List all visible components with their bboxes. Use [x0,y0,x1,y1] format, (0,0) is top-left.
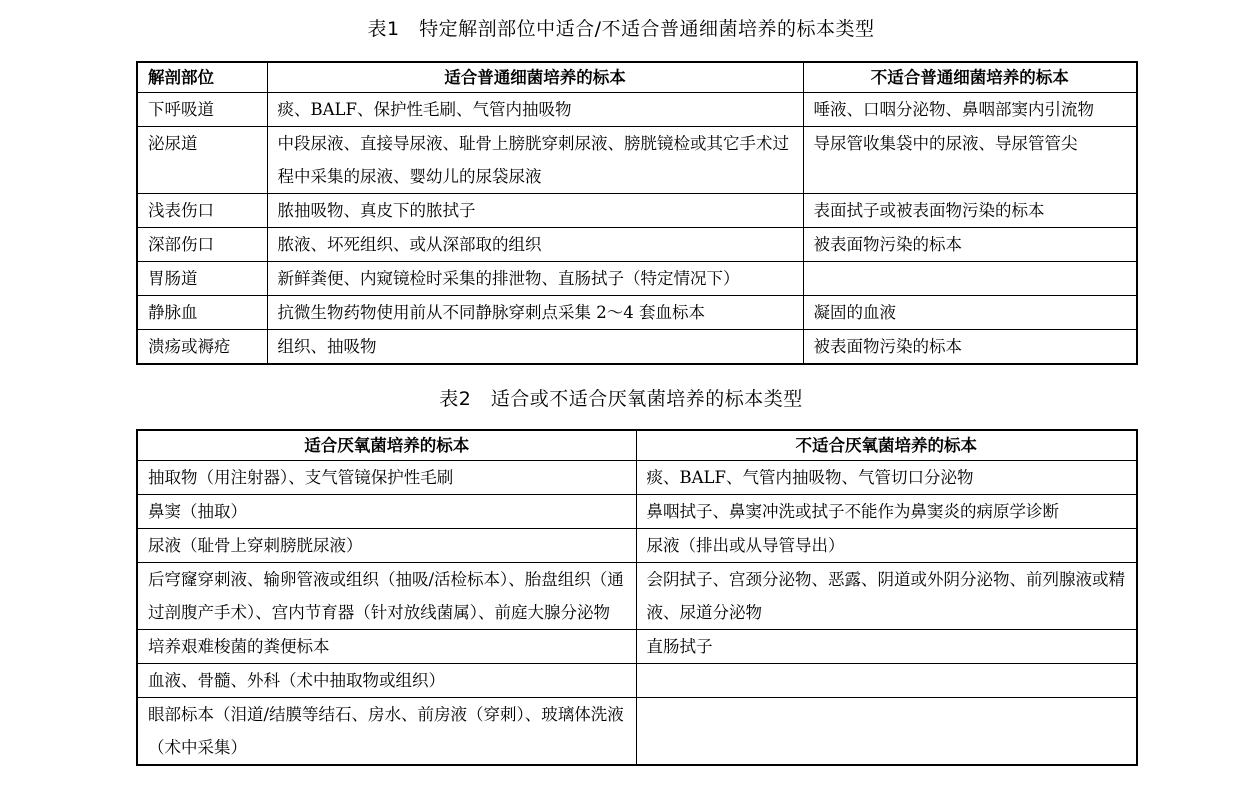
table1-title: 表1 特定解剖部位中适合/不适合普通细菌培养的标本类型 [367,18,875,40]
table1-header-row [137,62,1137,93]
table2 [136,429,1138,766]
table1-cell-site: 静脉血 [137,296,267,330]
table-row [137,563,1137,630]
table-row [137,228,1137,262]
table-row [137,630,1137,664]
table2-cell-suitable: 眼部标本（泪道/结膜等结石、房水、前房液（穿刺）、玻璃体洗液（术中采集） [137,698,636,766]
table1-cell-suitable: 脓液、坏死组织、或从深部取的组织 [267,228,803,262]
table1-cell-suitable: 中段尿液、直接导尿液、耻骨上膀胱穿刺尿液、膀胱镜检或其它手术过程中采集的尿液、婴幼儿的尿袋尿液 [267,127,803,194]
table-row [137,664,1137,698]
table2-cell-unsuitable: 会阴拭子、宫颈分泌物、恶露、阴道或外阴分泌物、前列腺液或精液、尿道分泌物 [636,563,1137,630]
table2-header-row [137,430,1137,461]
table-row [137,93,1137,127]
table1-cell-unsuitable: 被表面物污染的标本 [803,330,1137,365]
table1-cell-site: 下呼吸道 [137,93,267,127]
table1-cell-site: 溃疡或褥疮 [137,330,267,365]
table-row [137,461,1137,495]
table1 [136,61,1138,365]
table1-cell-site: 浅表伤口 [137,194,267,228]
table2-cell-unsuitable [636,664,1137,698]
table1-cell-suitable: 抗微生物药物使用前从不同静脉穿刺点采集 2～4 套血标本 [267,296,803,330]
table1-cell-unsuitable: 被表面物污染的标本 [803,228,1137,262]
table-row [137,262,1137,296]
table1-cell-suitable: 痰、BALF、保护性毛刷、气管内抽吸物 [267,93,803,127]
table2-cell-suitable: 鼻窦（抽取） [137,495,636,529]
table1-cell-unsuitable: 导尿管收集袋中的尿液、导尿管管尖 [803,127,1137,194]
table-row [137,296,1137,330]
table-row [137,495,1137,529]
table2-cell-unsuitable: 直肠拭子 [636,630,1137,664]
table2-cell-unsuitable [636,698,1137,766]
table1-cell-suitable: 组织、抽吸物 [267,330,803,365]
table-row [137,698,1137,766]
table1-cell-site: 泌尿道 [137,127,267,194]
table1-cell-site: 胃肠道 [137,262,267,296]
table-row [137,529,1137,563]
table2-cell-suitable: 血液、骨髓、外科（术中抽取物或组织） [137,664,636,698]
table2-cell-unsuitable: 痰、BALF、气管内抽吸物、气管切口分泌物 [636,461,1137,495]
table1-cell-suitable: 新鲜粪便、内窥镜检时采集的排泄物、直肠拭子（特定情况下） [267,262,803,296]
table1-cell-site: 深部伤口 [137,228,267,262]
table2-cell-suitable: 培养艰难梭菌的粪便标本 [137,630,636,664]
table2-cell-suitable: 抽取物（用注射器）、支气管镜保护性毛刷 [137,461,636,495]
table1-header-suitable: 适合普通细菌培养的标本 [267,62,803,93]
table-row [137,194,1137,228]
table1-cell-unsuitable: 表面拭子或被表面物污染的标本 [803,194,1137,228]
table1-cell-unsuitable [803,262,1137,296]
table2-cell-unsuitable: 尿液（排出或从导管导出） [636,529,1137,563]
table1-cell-unsuitable: 唾液、口咽分泌物、鼻咽部窦内引流物 [803,93,1137,127]
table1-header-unsuitable: 不适合普通细菌培养的标本 [803,62,1137,93]
table2-title: 表2 适合或不适合厌氧菌培养的标本类型 [439,388,803,410]
table-row [137,127,1137,194]
table1-cell-suitable: 脓抽吸物、真皮下的脓拭子 [267,194,803,228]
table2-header-unsuitable: 不适合厌氧菌培养的标本 [636,430,1137,461]
table1-cell-unsuitable: 凝固的血液 [803,296,1137,330]
table2-cell-suitable: 尿液（耻骨上穿刺膀胱尿液） [137,529,636,563]
table-row [137,330,1137,365]
table1-header-site: 解剖部位 [137,62,267,93]
table2-cell-unsuitable: 鼻咽拭子、鼻窦冲洗或拭子不能作为鼻窦炎的病原学诊断 [636,495,1137,529]
table2-cell-suitable: 后穹窿穿刺液、输卵管液或组织（抽吸/活检标本）、胎盘组织（通过剖腹产手术）、宫内节育器（针对放线菌属）、前庭大腺分泌物 [137,563,636,630]
table2-header-suitable: 适合厌氧菌培养的标本 [137,430,636,461]
